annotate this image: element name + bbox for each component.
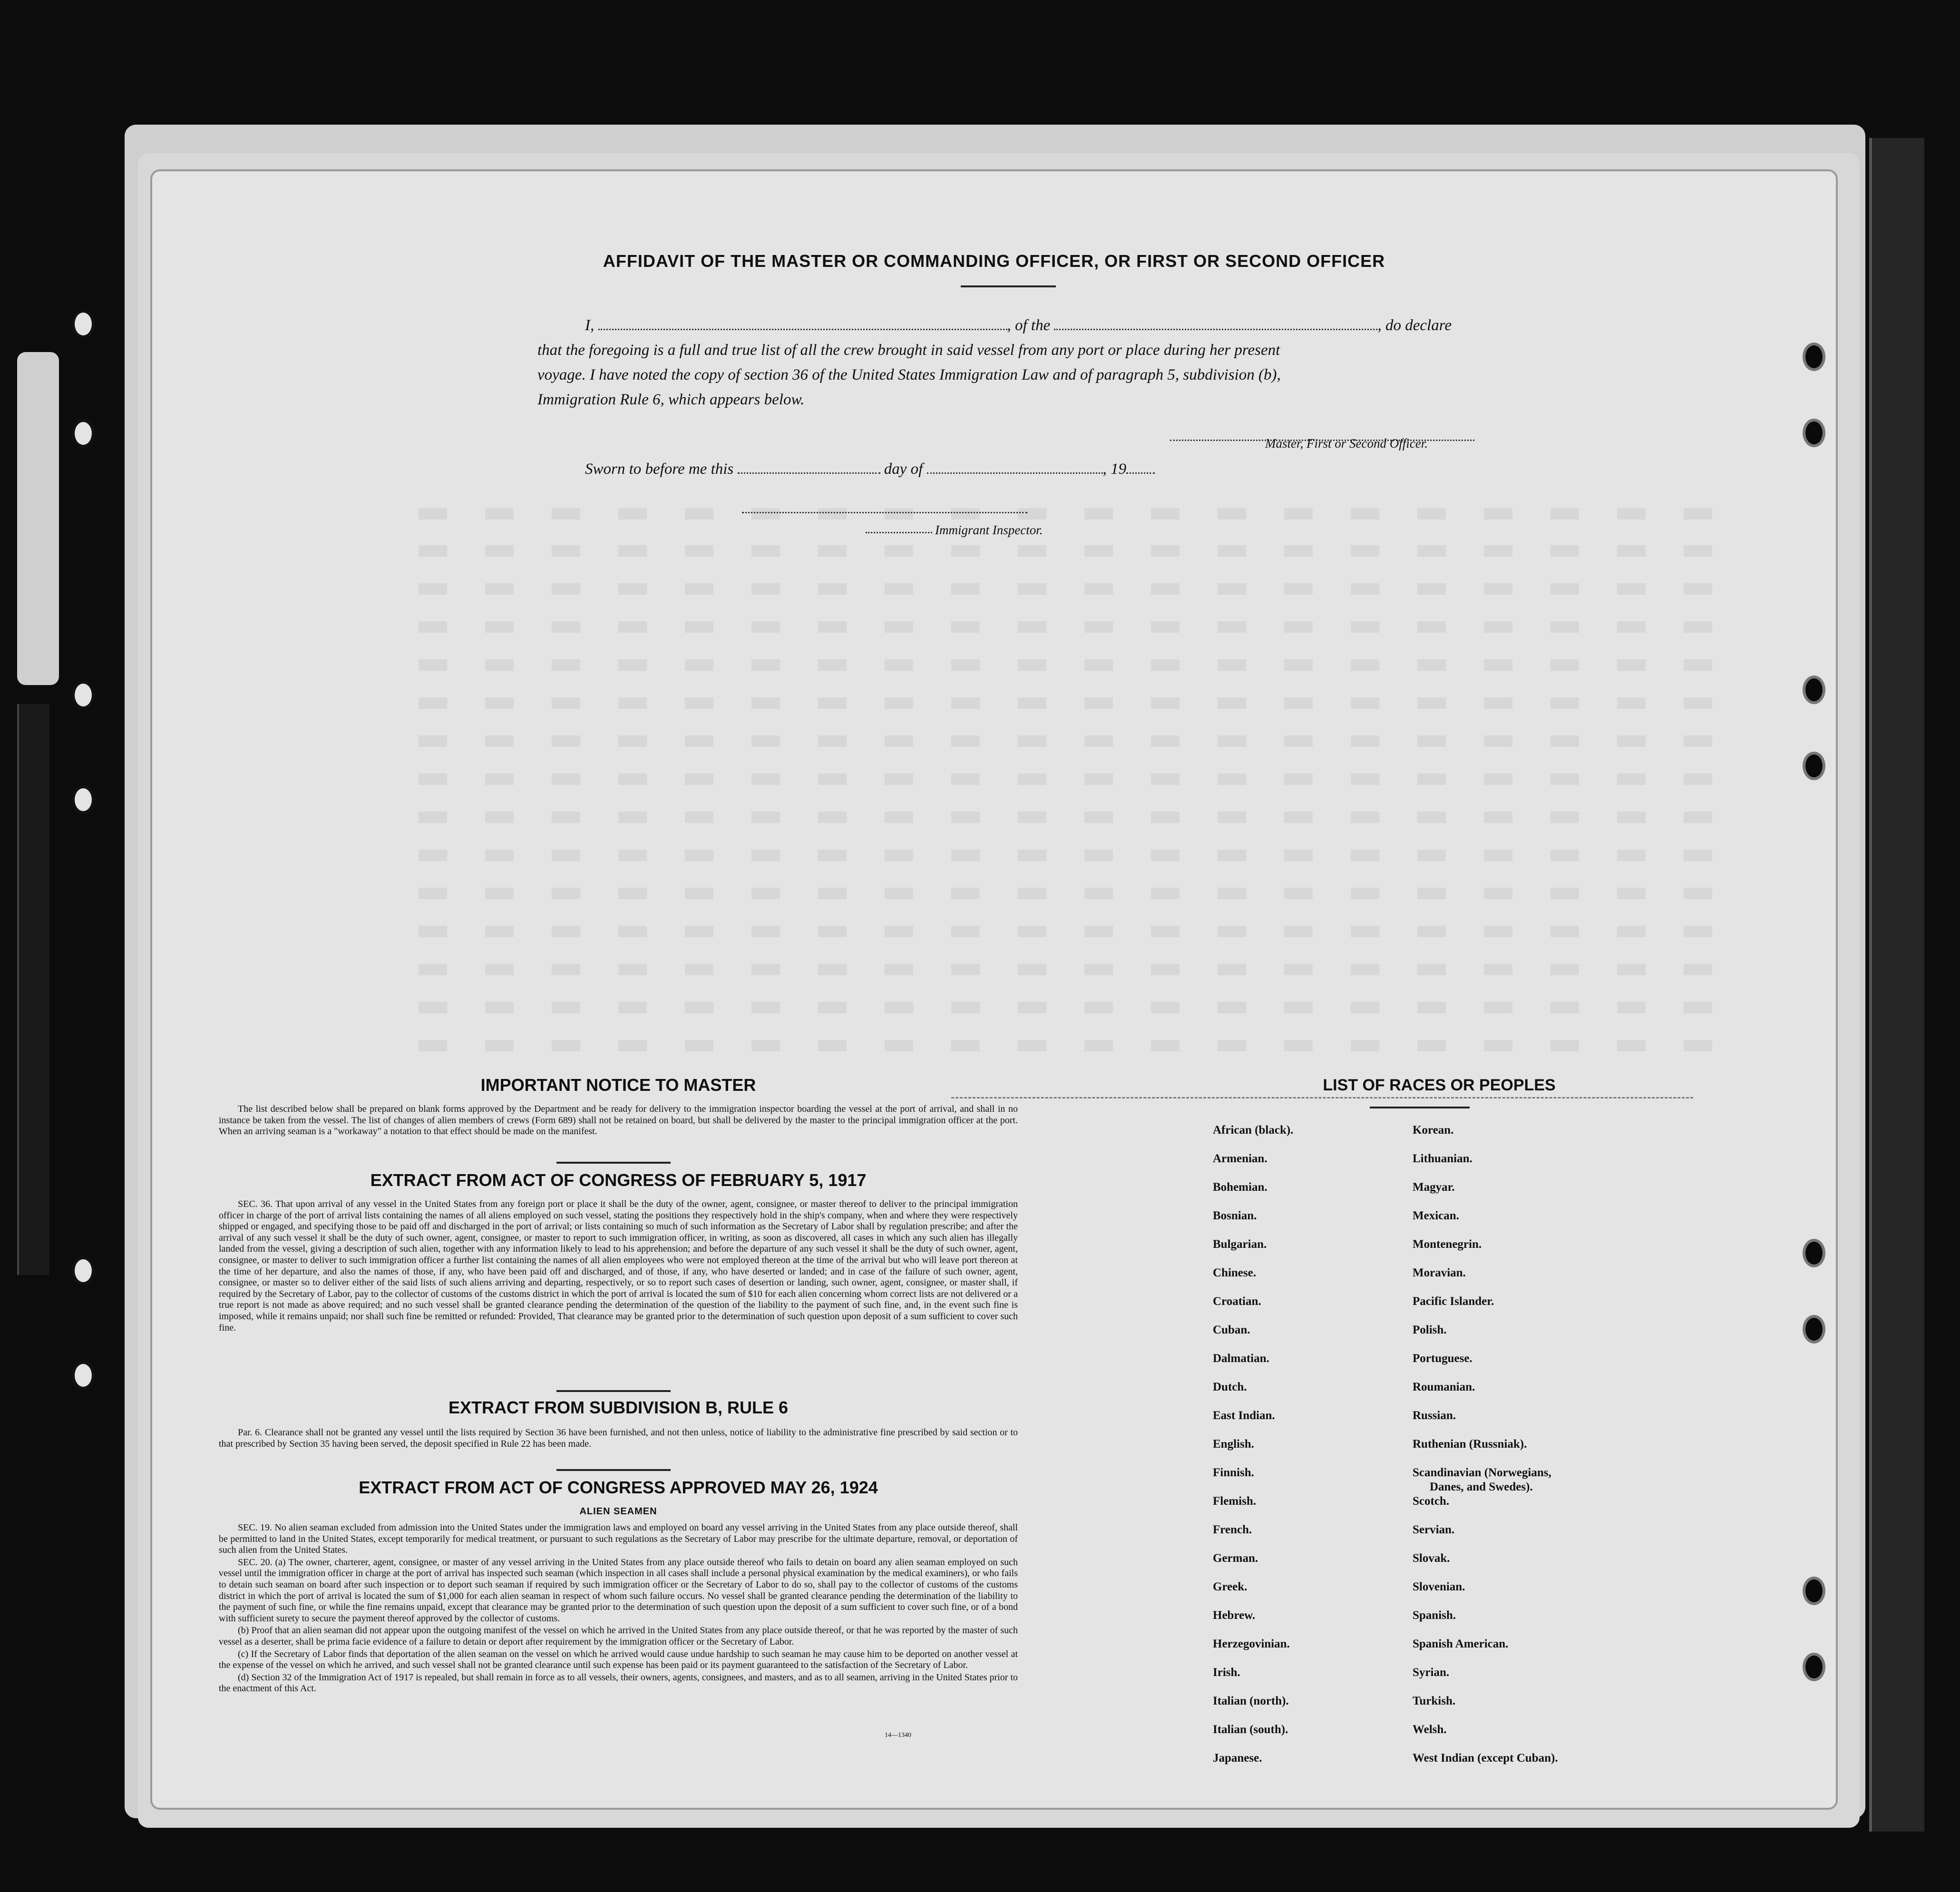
sworn-month-field[interactable] xyxy=(927,460,1103,474)
extract-1924-title: EXTRACT FROM ACT OF CONGRESS APPROVED MAY 26, 1924 xyxy=(359,1478,878,1497)
race-item: Irish. xyxy=(1213,1666,1240,1679)
race-item: Cuban. xyxy=(1213,1323,1250,1336)
affidavit-of-the: , of the xyxy=(1007,317,1051,334)
form-number: 14—1340 xyxy=(885,1732,911,1739)
affidavit-declare: , do declare xyxy=(1377,317,1452,334)
affidavit-line-1 xyxy=(585,314,1452,338)
par-6-paragraph: Par. 6. Clearance shall not be granted any vessel until the lists required by Section 36 have been furnished, and not then unless, notice of liability to the administrative fine prescribed by said section or to that prescribed by Section 35 having been served, the deposit specified in Rule 22 has been made. xyxy=(219,1427,1018,1449)
race-item: Portuguese. xyxy=(1413,1352,1472,1365)
punch-hole xyxy=(1803,676,1825,704)
race-item: Danes, and Swedes). xyxy=(1430,1480,1533,1493)
race-item: Syrian. xyxy=(1413,1666,1450,1679)
extract-1917-text xyxy=(219,1199,1018,1334)
punch-hole xyxy=(1803,1577,1825,1605)
race-item: Montenegrin. xyxy=(1413,1238,1482,1251)
inspector-label: Immigrant Inspector. xyxy=(935,523,1043,537)
race-item: East Indian. xyxy=(1213,1409,1275,1422)
sec-20c-paragraph: (c) If the Secretary of Labor finds that deportation of the alien seaman on the vessel on which he arrived would cause undue hardship to such seaman he may cause him to be deported on another vessel at the expense of the vessel on which he arrived, and such vessel shall not be granted clearance until such expense has been paid or its payment guaranteed to the satisfaction of the Secretary of Labor. xyxy=(219,1648,1018,1671)
race-item: Scotch. xyxy=(1413,1495,1450,1508)
extract-rule6-text xyxy=(219,1427,1018,1451)
binder-hole xyxy=(71,785,95,814)
sworn-day-field[interactable] xyxy=(738,460,880,474)
race-item: Slovenian. xyxy=(1413,1580,1465,1593)
section-rule xyxy=(556,1390,671,1392)
race-item: Moravian. xyxy=(1413,1266,1466,1279)
signature-label: Master, First or Second Officer. xyxy=(1265,436,1428,451)
day-of-text: day of xyxy=(884,461,923,478)
race-item: Roumanian. xyxy=(1413,1381,1475,1393)
section-rule xyxy=(556,1469,671,1471)
title-rule xyxy=(961,285,1056,287)
name-field[interactable] xyxy=(598,316,1007,330)
vessel-field[interactable] xyxy=(1054,316,1377,330)
binder-hole xyxy=(71,1256,95,1285)
binder-hole xyxy=(71,309,95,339)
sec-20d-paragraph: (d) Section 32 of the Immigration Act of 1917 is repealed, but shall remain in force as to all vessels, their owners, agents, consignees, and masters, and as to all seamen, arriving in the United States prior to the enactment of this Act. xyxy=(219,1672,1018,1694)
race-item: Slovak. xyxy=(1413,1552,1450,1565)
race-item: Spanish American. xyxy=(1413,1637,1509,1650)
notice-title: IMPORTANT NOTICE TO MASTER xyxy=(480,1075,756,1095)
inspector-signature-line[interactable] xyxy=(742,500,1027,513)
binder-hole xyxy=(71,680,95,710)
races-right-column xyxy=(1413,1124,1558,1780)
extract-1924-text xyxy=(219,1522,1018,1696)
race-item: Dutch. xyxy=(1213,1381,1247,1393)
race-item: Spanish. xyxy=(1413,1609,1456,1622)
extract-rule6-title: EXTRACT FROM SUBDIVISION B, RULE 6 xyxy=(448,1398,789,1417)
race-item: Greek. xyxy=(1213,1580,1248,1593)
race-item: Korean. xyxy=(1413,1124,1454,1137)
race-item: Finnish. xyxy=(1213,1466,1254,1479)
affidavit-line-4: Immigration Rule 6, which appears below. xyxy=(537,391,805,408)
race-item: Polish. xyxy=(1413,1323,1447,1336)
inspector-signature-line-2 xyxy=(866,520,932,533)
race-item: Herzegovinian. xyxy=(1213,1637,1290,1650)
punch-hole xyxy=(1803,752,1825,780)
affidavit-line-2: that the foregoing is a full and true list of all the crew brought in said vessel from any port or place during her present xyxy=(537,342,1280,359)
races-left-column xyxy=(1213,1124,1293,1780)
notice-text xyxy=(219,1104,1018,1138)
races-rule xyxy=(1370,1107,1470,1108)
binder-strip xyxy=(1869,138,1924,1832)
races-title: LIST OF RACES OR PEOPLES xyxy=(1323,1076,1556,1094)
manifest-page xyxy=(150,169,1838,1810)
notice-paragraph: The list described below shall be prepared on blank forms approved by the Department and be ready for delivery to the immigration inspector boarding the vessel at the port of arrival, and shall in no instance be taken from the vessel. The list of changes of alien members of crews (Form 689) shall not be retained on board, but shall be delivered by the master to the principal immigration officer at the port. When an arriving seaman is a "workaway" a notation to that effect should be made on the manifest. xyxy=(219,1104,1018,1137)
race-item: African (black). xyxy=(1213,1124,1294,1137)
race-item: Magyar. xyxy=(1413,1181,1455,1194)
punch-hole xyxy=(1803,1239,1825,1267)
race-item: Pacific Islander. xyxy=(1413,1295,1494,1308)
binder-hole xyxy=(71,1361,95,1390)
sec-19-paragraph: SEC. 19. No alien seaman excluded from admission into the United States under the immigration laws and employed on board any vessel arriving in the United States from any place outside thereof, shall be permitted to land in the United States, except temporarily for medical treatment, or pursuant to such regulations as the Secretary of Labor may prescribe for the ultimate departure, removal, or deportation of such alien from the United States. xyxy=(219,1522,1018,1556)
race-item: Italian (north). xyxy=(1213,1695,1289,1707)
section-rule xyxy=(556,1162,671,1164)
race-item: West Indian (except Cuban). xyxy=(1413,1752,1558,1765)
binder-edge xyxy=(17,704,49,1275)
race-item: Dalmatian. xyxy=(1213,1352,1269,1365)
race-item: French. xyxy=(1213,1523,1252,1536)
race-item: Russian. xyxy=(1413,1409,1456,1422)
sworn-year-field[interactable] xyxy=(1126,460,1155,474)
punch-hole xyxy=(1803,1315,1825,1343)
race-item: Turkish. xyxy=(1413,1695,1456,1707)
race-item: Hebrew. xyxy=(1213,1609,1256,1622)
race-item: Chinese. xyxy=(1213,1266,1256,1279)
sec-20a-paragraph: SEC. 20. (a) The owner, charterer, agent, consignee, or master of any vessel arriving in the United States from any place outside thereof who fails to detain on board any alien seaman employed on such vessel until the immigration officer in charge at the port of arrival has inspected such seaman (which inspection in all cases shall include a personal physical examination by the medical examiners), or who fails to detain such seaman on board after such inspection or to deport such seaman if required by such immigration officer or the Secretary of Labor to do so, shall pay to the collector of customs of the customs district in which the port of arrival is located the sum of $1,000 for each alien seaman in respect of whom such failure occurs. No vessel shall be granted clearance pending the determination of the liability to the payment of such fine, or while the fine remains unpaid, except that clearance may be granted prior to the determination of such question upon the deposit of a sum sufficient to cover such fine, or of a bond with sufficient surety to secure the payment thereof approved by the collector of customs. xyxy=(219,1557,1018,1624)
separator-dashed xyxy=(951,1097,1693,1098)
race-item: Bohemian. xyxy=(1213,1181,1268,1194)
race-item: Armenian. xyxy=(1213,1152,1268,1165)
race-item: Flemish. xyxy=(1213,1495,1256,1508)
race-item: Italian (south). xyxy=(1213,1723,1288,1736)
affidavit-i: I, xyxy=(585,317,595,334)
sec-20b-paragraph: (b) Proof that an alien seaman did not appear upon the outgoing manifest of the vessel on which he arrived in the United States from any place outside thereof, or that he was reported by the master of such vessel as a deserter, shall be prima facie evidence of a failure to detain or deport after requirement by the immigration officer or the Secretary of Labor. xyxy=(219,1625,1018,1647)
race-item: Bulgarian. xyxy=(1213,1238,1267,1251)
affidavit-line-3: voyage. I have noted the copy of section 36 of the United States Immigration Law and of paragraph 5, subdivision (b), xyxy=(537,366,1281,383)
race-item: Mexican. xyxy=(1413,1209,1459,1222)
year-text: , 19 xyxy=(1102,461,1127,478)
affidavit-title: AFFIDAVIT OF THE MASTER OR COMMANDING OFFICER, OR FIRST OR SECOND OFFICER xyxy=(603,251,1385,271)
punch-hole xyxy=(1803,343,1825,371)
race-item: Japanese. xyxy=(1213,1752,1262,1765)
binder-hole xyxy=(71,419,95,448)
race-item: Lithuanian. xyxy=(1413,1152,1472,1165)
race-item: Welsh. xyxy=(1413,1723,1447,1736)
race-item: Bosnian. xyxy=(1213,1209,1257,1222)
sworn-line xyxy=(585,458,1155,481)
race-item: German. xyxy=(1213,1552,1258,1565)
punch-hole xyxy=(1803,419,1825,447)
punch-hole xyxy=(1803,1653,1825,1681)
alien-seamen-subtitle: ALIEN SEAMEN xyxy=(579,1506,657,1517)
race-item: Servian. xyxy=(1413,1523,1455,1536)
race-item: Croatian. xyxy=(1213,1295,1261,1308)
race-item: Scandinavian (Norwegians, xyxy=(1413,1466,1551,1479)
race-item: English. xyxy=(1213,1438,1254,1451)
sec-36-paragraph: SEC. 36. That upon arrival of any vessel in the United States from any foreign port or place it shall be the duty of the owner, agent, consignee, or master thereof to deliver to the principal immigration officer in charge of the port of arrival lists containing the names of all aliens employed on such vessel, stating the positions they respectively hold in the ship's company, when and where they were respectively shipped or engaged, and specifying those to be paid off and discharged in the port of arrival; or lists containing so much of such information as the Secretary of Labor shall by regulation prescribe; and after the arrival of any such vessel it shall be the duty of such owner, agent, consignee, or master to report to such immigration officer, in writing, as soon as discovered, all cases in which any such alien has illegally landed from the vessel, giving a description of such alien, together with any information likely to lead to his apprehension; and before the departure of any such vessel it shall be the duty of such owner, agent, consignee, or master to deliver to such immigration officer a further list containing the names of all alien employees who were not employed thereon at the time of the arrival but who will leave port thereon at the time of her departure, and also the names of those, if any, who have been paid off and discharged, and of those, if any, who have deserted or landed; and in case of the failure of such owner, agent, consignee, or master so to deliver either of the said lists of such aliens arriving and departing, respectively, or so to report such cases of desertion or landing, such owner, agent, consignee, or master shall, if required by the Secretary of Labor, pay to the collector of customs of the customs district in which the port of arrival is located the sum of $10 for each alien concerning whom correct lists are not delivered or a true report is not made as above required; and no such vessel shall be granted clearance pending the determination of the question of the liability to the payment of such fine, and, in the event such fine is imposed, while it remains unpaid; nor shall such fine be remitted or refunded: Provided, That clearance may be granted prior to the determination of such question upon deposit of a sum sufficient to cover such fine. xyxy=(219,1199,1018,1333)
race-item: Ruthenian (Russniak). xyxy=(1413,1438,1527,1451)
extract-1917-title: EXTRACT FROM ACT OF CONGRESS OF FEBRUARY 5, 1917 xyxy=(370,1170,867,1190)
binder-tab xyxy=(17,352,59,685)
sworn-text: Sworn to before me this xyxy=(585,461,734,478)
